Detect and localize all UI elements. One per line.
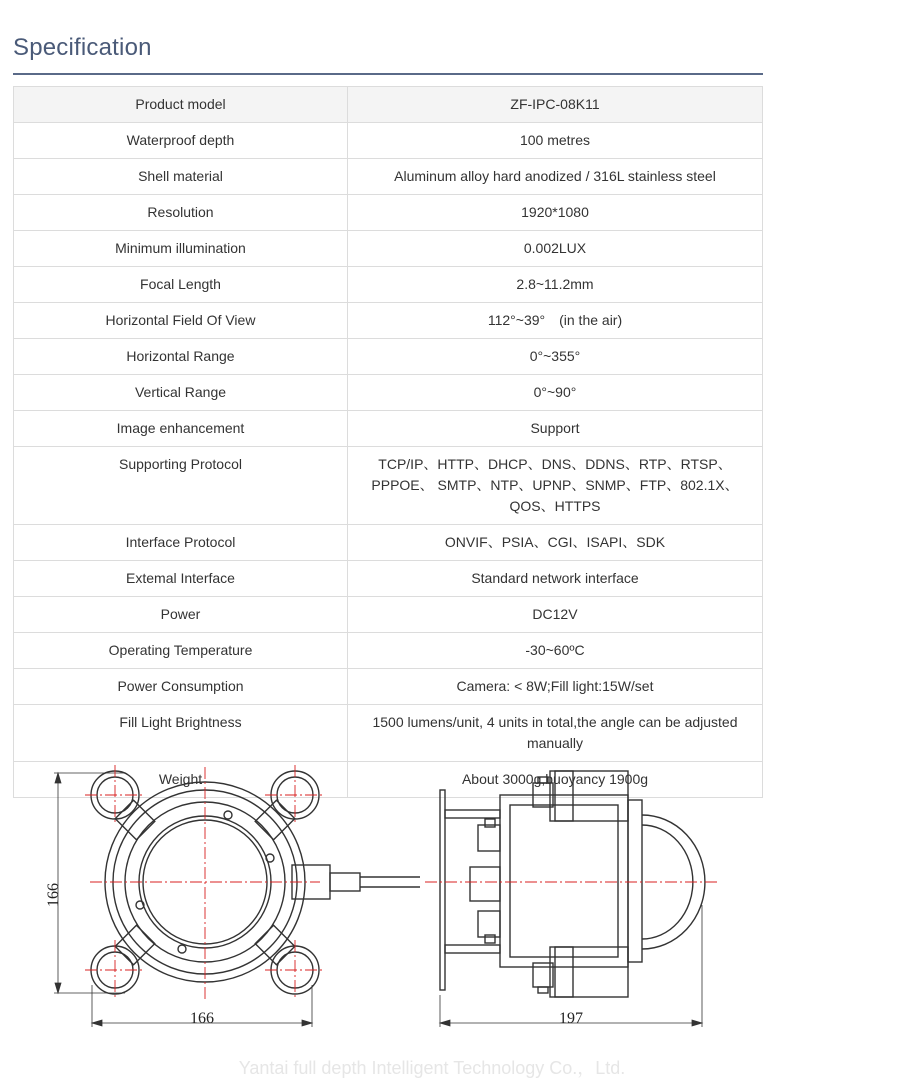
spec-label: Shell material: [14, 159, 348, 195]
spec-value: 0.002LUX: [348, 231, 763, 267]
table-row: [14, 123, 763, 159]
table-row: [14, 339, 763, 375]
spec-label: Horizontal Range: [14, 339, 348, 375]
page-title: Specification: [13, 34, 152, 61]
table-row: [14, 231, 763, 267]
spec-label: Operating Temperature: [14, 633, 348, 669]
spec-label: Fill Light Brightness: [14, 705, 348, 762]
side-length-label: 197: [559, 1010, 583, 1027]
table-row: [14, 447, 763, 525]
front-height-dimension: [54, 773, 125, 993]
front-height-label: 166: [45, 883, 62, 907]
spec-value: Support: [348, 411, 763, 447]
spec-label: Vertical Range: [14, 375, 348, 411]
spec-label: Weight: [14, 762, 348, 798]
technical-drawing: [30, 755, 730, 1045]
spec-value: 1500 lumens/unit, 4 units in total,the angle can be adjusted manually: [348, 705, 763, 762]
table-row: [14, 303, 763, 339]
table-row: [14, 267, 763, 303]
front-view-drawing: [54, 765, 420, 1027]
spec-value: 2.8~11.2mm: [348, 267, 763, 303]
spec-value: TCP/IP、HTTP、DHCP、DNS、DDNS、RTP、RTSP、PPPOE、 SMTP、NTP、UPNP、SNMP、FTP、802.1X、QOS、HTTPS: [348, 447, 763, 525]
spec-value: ONVIF、PSIA、CGI、ISAPI、SDK: [348, 525, 763, 561]
spec-value: About 3000g,buoyancy 1900g: [348, 762, 763, 798]
spec-label: Focal Length: [14, 267, 348, 303]
spec-value: 1920*1080: [348, 195, 763, 231]
spec-value: -30~60ºC: [348, 633, 763, 669]
spec-label: Power Consumption: [14, 669, 348, 705]
table-row: [14, 597, 763, 633]
spec-value: 0°~90°: [348, 375, 763, 411]
side-view-drawing: [425, 771, 720, 1027]
table-row: [14, 633, 763, 669]
table-row: [14, 525, 763, 561]
spec-label: Minimum illumination: [14, 231, 348, 267]
table-row: [14, 561, 763, 597]
spec-label: Interface Protocol: [14, 525, 348, 561]
title-divider: [13, 73, 763, 75]
table-row: [14, 375, 763, 411]
spec-label: Horizontal Field Of View: [14, 303, 348, 339]
spec-value: 0°~355°: [348, 339, 763, 375]
spec-label: Waterproof depth: [14, 123, 348, 159]
spec-value: Camera: < 8W;Fill light:15W/set: [348, 669, 763, 705]
spec-value: Standard network interface: [348, 561, 763, 597]
spec-label: Product model: [14, 87, 348, 123]
table-row: [14, 411, 763, 447]
spec-value: Aluminum alloy hard anodized / 316L stainless steel: [348, 159, 763, 195]
watermark: Yantai full depth Intelligent Technology Co.，Ltd.: [238, 1058, 626, 1078]
spec-table: [13, 86, 763, 798]
front-width-label: 166: [190, 1010, 214, 1027]
side-length-dimension: [440, 905, 702, 1027]
spec-label: Extemal Interface: [14, 561, 348, 597]
table-row: [14, 669, 763, 705]
spec-value: DC12V: [348, 597, 763, 633]
table-row: [14, 705, 763, 762]
spec-value: 100 metres: [348, 123, 763, 159]
spec-label: Resolution: [14, 195, 348, 231]
spec-label: Power: [14, 597, 348, 633]
spec-value: ZF-IPC-08K11: [348, 87, 763, 123]
table-row: [14, 159, 763, 195]
spec-label: Supporting Protocol: [14, 447, 348, 525]
spec-value: 112°~39° (in the air): [348, 303, 763, 339]
table-row: [14, 87, 763, 123]
table-row: [14, 195, 763, 231]
spec-label: Image enhancement: [14, 411, 348, 447]
